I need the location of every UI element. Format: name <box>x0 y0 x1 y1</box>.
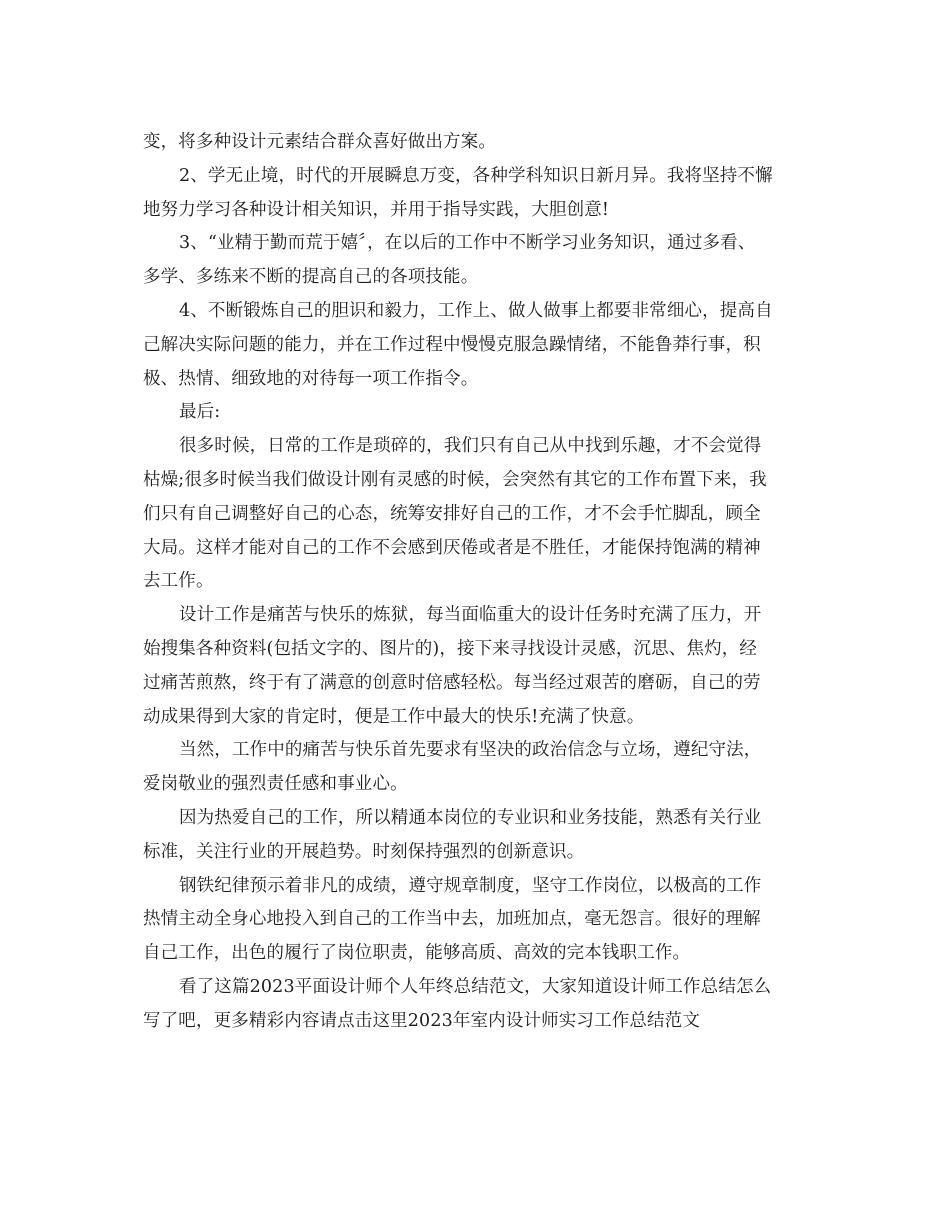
text-line: 变，将多种设计元素结合群众喜好做出方案。 <box>143 132 496 152</box>
text-line: 看了这篇2023平面设计师个人年终总结范文，大家知道设计师工作总结怎么 <box>179 976 772 997</box>
text-line: 己解决实际问题的能力，并在工作过程中慢慢克服急躁情绪，不能鲁莽行事，积 <box>143 334 761 355</box>
text-line: 3、“业精于勤而荒于嬉〞，在以后的工作中不断学习业务知识，通过多看、 <box>179 233 756 254</box>
text-line: 标准，关注行业的开展趋势。时刻保持强烈的创新意识。 <box>143 841 585 862</box>
text-line: 过痛苦煎熬，终于有了满意的创意时倍感轻松。每当经过艰苦的磨砺，自己的劳 <box>143 672 761 693</box>
text-line: 热情主动全身心地投入到自己的工作当中去，加班加点，毫无怨言。很好的理解 <box>143 909 761 930</box>
text-line: 因为热爱自己的工作，所以精通本岗位的专业识和业务技能，熟悉有关行业 <box>179 807 762 828</box>
text-line: 2、学无止境，时代的开展瞬息万变，各种学科知识日新月异。我将坚持不懈 <box>179 165 773 186</box>
text-line: 大局。这样才能对自己的工作不会感到厌倦或者是不胜任，才能保持饱满的精神 <box>143 537 761 558</box>
document-body <box>143 126 807 1039</box>
text-line: 自己工作，出色的履行了岗位职责，能够高质、高效的完本钱职工作。 <box>143 943 691 964</box>
text-line: 爱岗敬业的强烈责任感和事业心。 <box>143 774 408 795</box>
text-line: 动成果得到大家的肯定时，便是工作中最大的快乐!充满了快意。 <box>143 706 645 727</box>
text-line: 很多时候，日常的工作是琐碎的，我们只有自己从中找到乐趣，才不会觉得 <box>179 436 762 457</box>
text-line: 当然，工作中的痛苦与快乐首先要求有坚决的政治信念与立场，遵纪守法， <box>179 740 762 761</box>
text-line: 枯燥;很多时候当我们做设计刚有灵感的时候，会突然有其它的工作布置下来，我 <box>143 469 767 490</box>
text-line: 地努力学习各种设计相关知识，并用于指导实践，大胆创意! <box>143 199 610 220</box>
text-line: 设计工作是痛苦与快乐的炼狱，每当面临重大的设计任务时充满了压力，开 <box>179 605 762 626</box>
text-line: 极、热情、细致地的对待每一项工作指令。 <box>143 368 479 389</box>
text-line: 4、不断锻炼自己的胆识和毅力，工作上、做人做事上都要非常细心，提高自 <box>179 300 773 321</box>
text-line: 最后: <box>179 402 221 423</box>
text-line: 钢铁纪律预示着非凡的成绩，遵守规章制度，坚守工作岗位，以极高的工作 <box>179 875 762 896</box>
text-line: 多学、多练来不断的提高自己的各项技能。 <box>143 267 479 288</box>
text-line: 去工作。 <box>143 571 214 592</box>
text-line: 写了吧，更多精彩内容请点击这里2023年室内设计师实习工作总结范文 <box>143 1010 700 1031</box>
text-line: 们只有自己调整好自己的心态，统筹安排好自己的工作，才不会手忙脚乱，顾全 <box>143 503 761 524</box>
text-line: 始搜集各种资料(包括文字的、图片的)，接下来寻找设计灵感，沉思、焦灼，经 <box>143 638 758 659</box>
